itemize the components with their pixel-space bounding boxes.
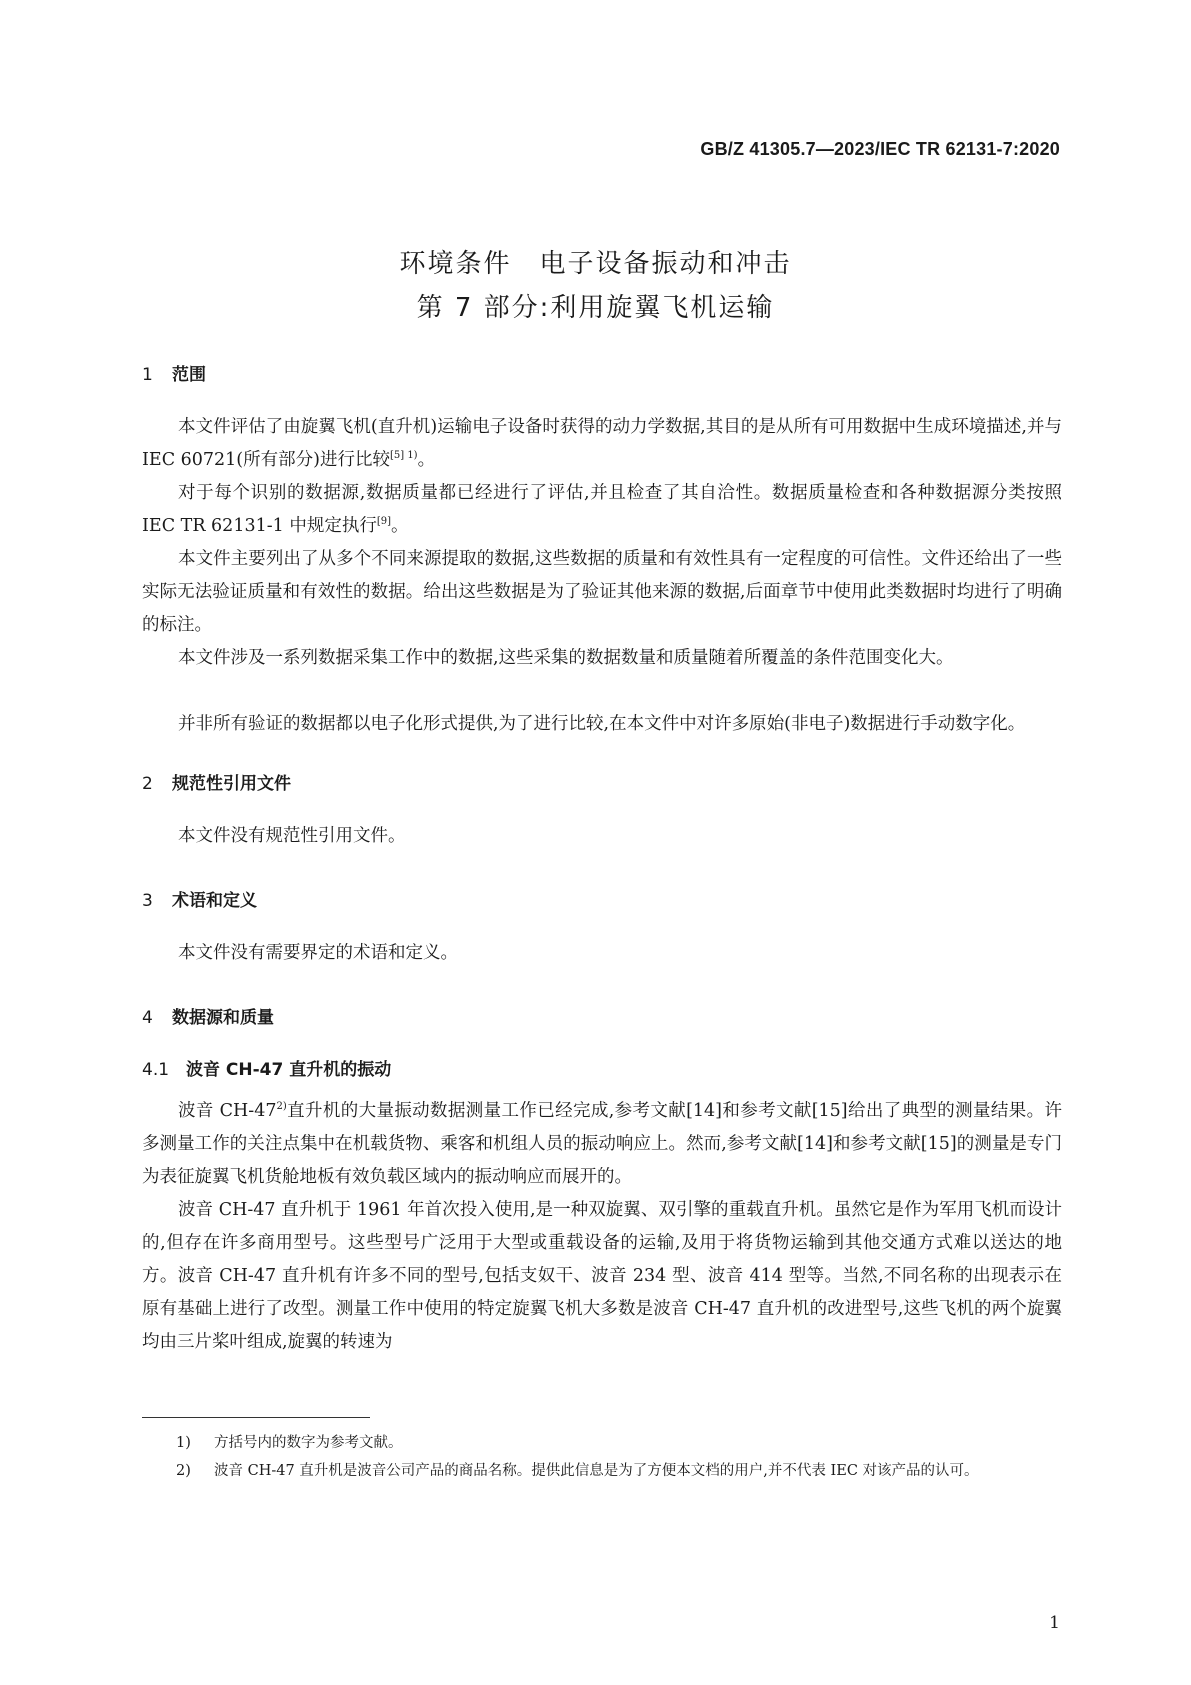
section-4-1-heading [142, 1055, 391, 1080]
section-title: 术语和定义 [172, 891, 257, 911]
section-number: 4 [142, 1008, 153, 1028]
section-1-paragraph-4: 本文件涉及一系列数据采集工作中的数据,这些采集的数据数量和质量随着所覆盖的条件范围变化大。 [178, 648, 954, 668]
footnote-2 [178, 1457, 1068, 1485]
section-number: 1 [142, 365, 153, 385]
paragraph-text: 直升机的大量振动数据测量工作已经完成,参考文献[14]和参考文献[15]给出了典型的测量结果。许多测量工作的关注点集中在机载货物、乘客和机组人员的振动响应上。然而,参考文献[14]和参考文献[15]的测量是专门为表征旋翼飞机货舱地板有效负载区域内的振动响应而展开的。 [142, 1101, 1062, 1187]
section-4-1-paragraph-2: 波音 CH-47 直升机于 1961 年首次投入使用,是一种双旋翼、双引擎的重载直升机。虽然它是作为军用飞机而设计的,但存在许多商用型号。这些型号广泛用于大型或重载设备的运输,及用于将货物运输到其他交通方式难以送达的地方。波音 CH-47 直升机有许多不同的型号,包括支奴干、波音 234 型、波音 414 型等。当然,不同名称的出现表示在原有基础上进行了改型。测量工作中使用的特定旋翼飞机大多数是波音 CH-47 直升机的改进型号,这些飞机的两个旋翼均由三片桨叶组成,旋翼的转速为 [142, 1200, 1062, 1352]
footnote-separator [142, 1417, 370, 1418]
footnote-text: 波音 CH-47 直升机是波音公司产品的商品名称。提供此信息是为了方便本文档的用户,并不代表 IEC 对该产品的认可。 [214, 1463, 979, 1479]
standard-code: GB/Z 41305.7—2023/IEC TR 62131-7:2020 [700, 139, 1060, 159]
section-2-paragraph-1: 本文件没有规范性引用文件。 [178, 826, 406, 846]
section-1-paragraph-1 [142, 411, 1062, 477]
paragraph-text: 对于每个识别的数据源,数据质量都已经进行了评估,并且检查了其自洽性。数据质量检查和各种数据源分类按照 IEC TR 62131-1 中规定执行 [142, 483, 1062, 536]
section-number: 2 [142, 774, 153, 794]
section-1-paragraph-5: 并非所有验证的数据都以电子化形式提供,为了进行比较,在本文件中对许多原始(非电子)数据进行手动数字化。 [178, 714, 1026, 734]
document-title-line1: 环境条件 电子设备振动和冲击 [399, 249, 792, 279]
reference-superscript: [5] 1) [389, 450, 418, 462]
page-number: 1 [1049, 1613, 1060, 1633]
paragraph-text: 本文件评估了由旋翼飞机(直升机)运输电子设备时获得的动力学数据,其目的是从所有可用数据中生成环境描述,并与 IEC 60721(所有部分)进行比较 [142, 417, 1062, 470]
section-4-heading [142, 1003, 274, 1028]
paragraph-end: 。 [417, 450, 436, 470]
footnote-number: 1) [176, 1435, 191, 1451]
section-4-1-paragraph-1 [142, 1095, 1062, 1194]
section-title: 范围 [172, 365, 206, 385]
section-1-heading [142, 360, 206, 385]
reference-superscript: 2) [276, 1101, 287, 1113]
section-1-paragraph-3: 本文件主要列出了从多个不同来源提取的数据,这些数据的质量和有效性具有一定程度的可信性。文件还给出了一些实际无法验证质量和有效性的数据。给出这些数据是为了验证其他来源的数据,后面章节中使用此类数据时均进行了明确的标注。 [142, 549, 1062, 635]
footnote-1 [178, 1429, 1068, 1457]
footnote-text: 方括号内的数字为参考文献。 [214, 1435, 403, 1451]
reference-superscript: [9] [376, 516, 392, 528]
section-1-paragraph-2 [142, 477, 1062, 543]
section-title: 规范性引用文件 [172, 774, 291, 794]
section-2-heading [142, 769, 291, 794]
section-3-heading [142, 886, 257, 911]
section-title: 波音 CH-47 直升机的振动 [186, 1060, 392, 1080]
section-3-paragraph-1: 本文件没有需要界定的术语和定义。 [178, 943, 458, 963]
paragraph-text: 波音 CH-47 [178, 1101, 277, 1121]
paragraph-end: 。 [391, 516, 409, 536]
section-number: 3 [142, 891, 153, 911]
footnote-number: 2) [176, 1463, 191, 1479]
section-title: 数据源和质量 [172, 1008, 274, 1028]
section-number: 4.1 [142, 1060, 170, 1080]
document-title-line2: 第 7 部分:利用旋翼飞机运输 [416, 293, 775, 323]
